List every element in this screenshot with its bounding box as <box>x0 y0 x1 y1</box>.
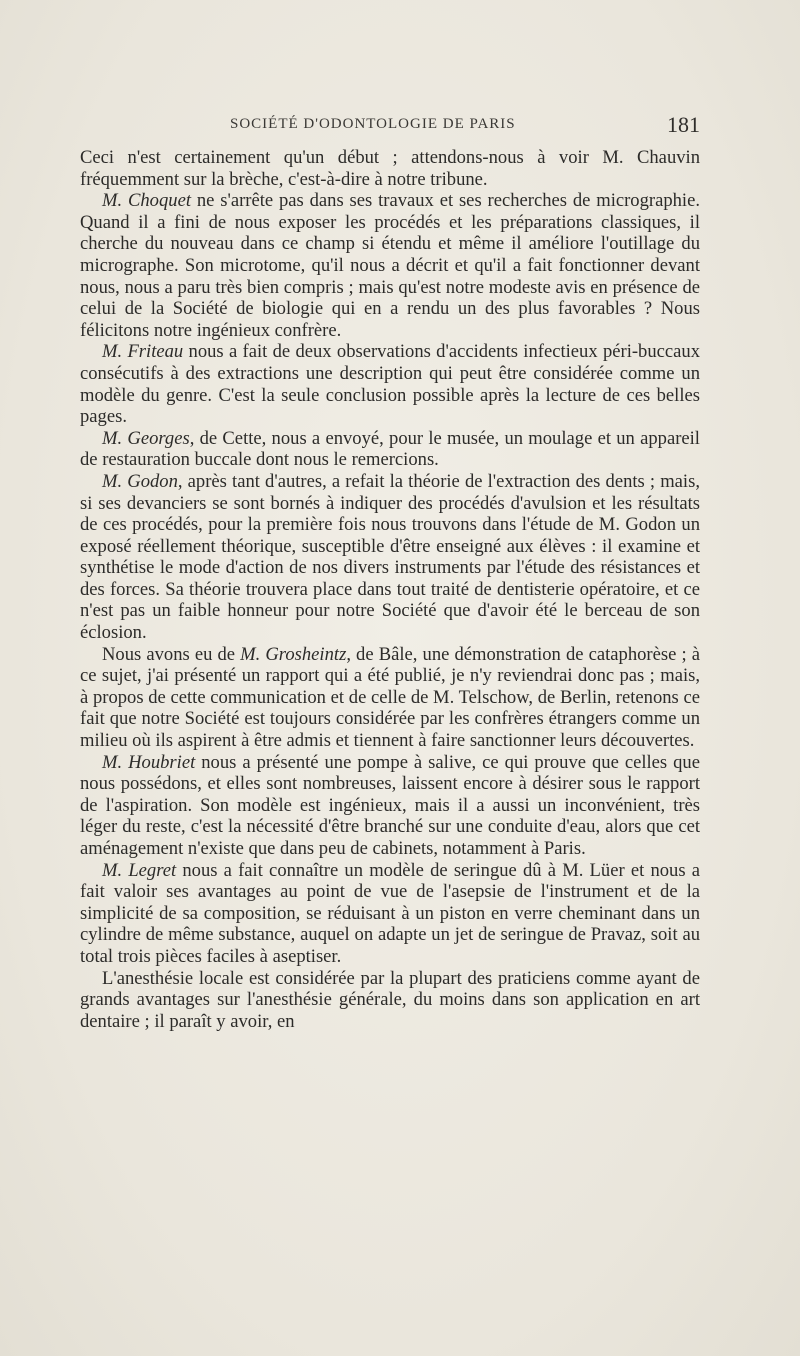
paragraph <box>80 190 700 341</box>
paragraph-text-tail: , de Bâle, une démonstration de cataphorèse ; à ce sujet, j'ai présenté un rapport qui a été publié, je n'y reviendrai donc pas ; mais, à propos de cette communication et de celle de M. Telschow, de Berlin, retenons ce fait que notre Société est toujours considérée par les confrères étrangers comme un milieu où ils aspirent à être admis et tiennent à faire sanctionner leurs découvertes. <box>80 643 700 752</box>
running-header <box>80 112 700 140</box>
paragraph-text: Ceci n'est certainement qu'un début ; attendons-nous à voir M. Chauvin fréquemment sur la brèche, c'est-à-dire à notre tribune. <box>80 147 700 190</box>
paragraph <box>80 644 700 752</box>
paragraph-text: , de Cette, nous a envoyé, pour le musée, un moulage et un appareil de restauration buccale dont nous le remercions. <box>80 427 700 471</box>
paragraph <box>80 341 700 427</box>
speaker-name: M. Houbriet <box>102 751 196 773</box>
paragraph <box>80 752 700 860</box>
paragraph <box>80 428 700 471</box>
paragraph-text: ne s'arrête pas dans ses travaux et ses recherches de micrographie. Quand il a fini de nous exposer les procédés et les préparations classiques, il cherche du nouveau dans ce champ si étendu et même il améliore l'outillage du micrographe. Son microtome, qu'il nous a décrit et qu'il a fait fonctionner devant nous, nous a paru très bien compris ; mais qu'est notre modeste avis en présence de celui de la Société de biologie qui en a rendu un des plus favorables ? Nous félicitons notre ingénieux confrère. <box>80 190 701 341</box>
speaker-name: M. Georges <box>102 427 190 449</box>
page-number: 181 <box>667 112 700 137</box>
paragraph <box>80 471 700 644</box>
speaker-name: M. Choquet <box>102 190 191 212</box>
paragraph-text: Nous avons eu de <box>102 643 241 665</box>
speaker-name: M. Legret <box>102 859 177 881</box>
speaker-name: M. Grosheintz <box>240 643 347 665</box>
paragraph-text: L'anesthésie locale est considérée par la plupart des praticiens comme ayant de grands avantages sur l'anesthésie générale, du moins dans son application en art dentaire ; il paraît y avoir, en <box>80 967 700 1032</box>
paragraph-text: nous a fait connaître un modèle de seringue dû à M. Lüer et nous a fait valoir ses avantages au point de vue de l'asepsie de l'instrument et de la simplicité de sa composition, se réduisant à un piston en verre cheminant dans un cylindre de même substance, auquel on adapte un jet de seringue de Pravaz, soit au total trois pièces faciles à aseptiser. <box>80 859 700 967</box>
paragraph-text: nous a fait de deux observations d'accidents infectieux péri-buccaux consécutifs à des extractions une description qui peut être considérée comme un modèle du genre. C'est la seule conclusion possible après la lecture de ces belles pages. <box>80 341 700 428</box>
paragraph-text: nous a présenté une pompe à salive, ce qui prouve que celles que nous possédons, et elles sont nombreuses, laissent encore à désirer sous le rapport de l'aspiration. Son modèle est ingénieux, mais il a aussi un inconvénient, très léger du reste, c'est la nécessité d'être branché sur une conduite d'eau, alors que cet aménagement n'existe que dans peu de cabinets, notamment à Paris. <box>80 751 700 859</box>
speaker-name: M. Godon <box>102 470 178 492</box>
speaker-name: M. Friteau <box>102 341 184 363</box>
paragraph-text: , après tant d'autres, a refait la théorie de l'extraction des dents ; mais, si ses devanciers se sont bornés à indiquer des procédés d'avulsion et les résultats de ces procédés, pour la première fois nous trouvons dans l'étude de M. Godon un exposé réellement théorique, susceptible d'être enseigné aux élèves : il examine et synthétise le mode d'action de nos divers instruments par l'étude des résistances et des forces. Sa théorie trouvera place dans tout traité de dentisterie opératoire, et ce n'est pas un faible honneur pour notre Société que d'avoir été le berceau de son éclosion. <box>80 470 700 644</box>
paragraph <box>80 968 700 1033</box>
paragraph <box>80 860 700 968</box>
body-text <box>80 147 700 1032</box>
running-title: SOCIÉTÉ D'ODONTOLOGIE DE PARIS <box>230 116 516 132</box>
paragraph <box>80 147 700 190</box>
